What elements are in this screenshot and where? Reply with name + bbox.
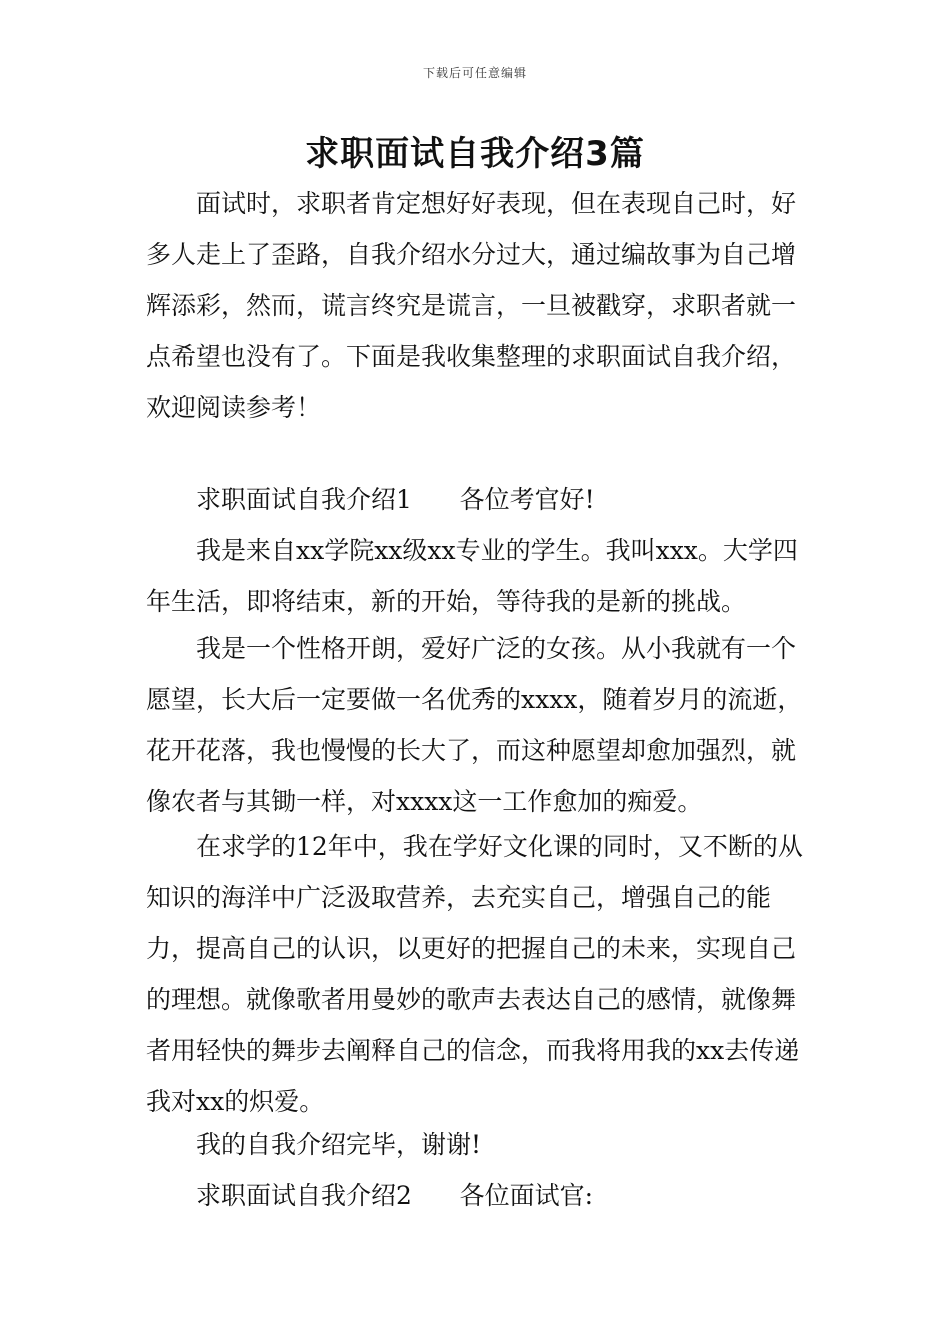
body-paragraph-2: 我是一个性格开朗，爱好广泛的女孩。从小我就有一个愿望，长大后一定要做一名优秀的xxxx，随着岁月的流逝，花开花落，我也慢慢的长大了，而这种愿望却愈加强烈，就像农者与其锄一样，对xxxx这一工作愈加的痴爱。 [146, 634, 803, 816]
section-2-heading-line [196, 1170, 593, 1221]
section-1-greeting: 各位考官好! [459, 485, 595, 514]
section-2-greeting: 各位面试官: [459, 1181, 594, 1210]
intro-paragraph: 面试时，求职者肯定想好好表现，但在表现自己时，好多人走上了歪路，自我介绍水分过大，通过编故事为自己增辉添彩，然而，谎言终究是谎言，一旦被戳穿，求职者就一点希望也没有了。下面是我收集整理的求职面试自我介绍，欢迎阅读参考！ [146, 189, 797, 422]
body-paragraph-3: 在求学的12年中，我在学好文化课的同时，又不断的从知识的海洋中广泛汲取营养，去充实自己，增强自己的能力，提高自己的认识，以更好的把握自己的未来，实现自己的理想。就像歌者用曼妙的歌声去表达自己的感情，就像舞者用轻快的舞步去阐释自己的信念，而我将用我的xx去传递我对xx的炽爱。 [146, 832, 803, 1116]
section-1-heading: 求职面试自我介绍1 [196, 485, 412, 514]
document-title: 求职面试自我介绍3篇 [305, 134, 645, 174]
header-note: 下载后可任意编辑 [422, 66, 527, 80]
section-2-heading: 求职面试自我介绍2 [196, 1181, 412, 1210]
closing-line: 我的自我介绍完毕，谢谢! [196, 1130, 482, 1159]
body-paragraph-1: 我是来自xx学院xx级xx专业的学生。我叫xxx。大学四年生活，即将结束，新的开始，等待我的是新的挑战。 [146, 536, 798, 616]
section-1-heading-line [196, 474, 595, 525]
